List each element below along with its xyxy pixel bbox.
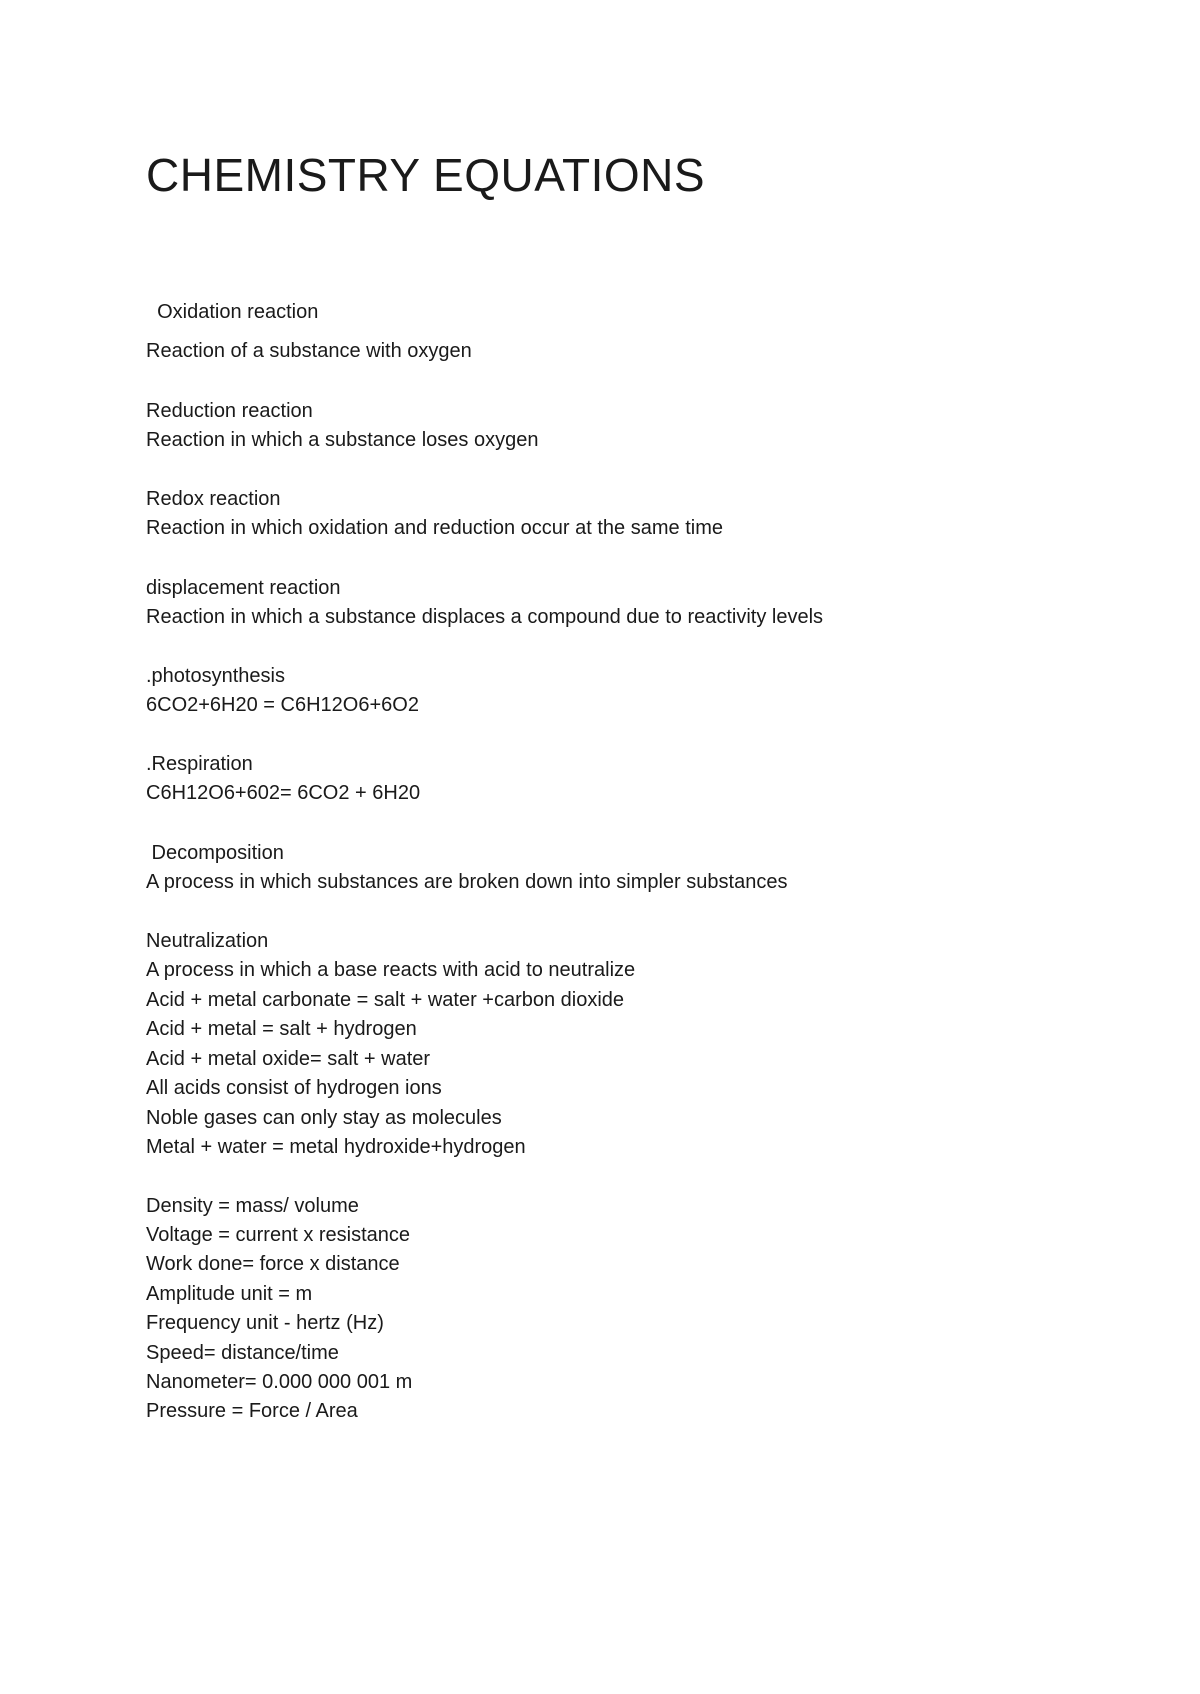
page-title: CHEMISTRY EQUATIONS — [146, 149, 706, 201]
definition-decomposition: A process in which substances are broken down into simpler substances — [146, 871, 788, 893]
formula-line: Nanometer= 0.000 000 001 m — [146, 1371, 413, 1393]
fact-line: Acid + metal carbonate = salt + water +carbon dioxide — [146, 989, 625, 1011]
fact-line: Acid + metal oxide= salt + water — [146, 1048, 431, 1070]
fact-line: Noble gases can only stay as molecules — [146, 1107, 502, 1129]
heading-respiration: .Respiration — [146, 753, 253, 775]
formula-line: Density = mass/ volume — [146, 1195, 359, 1217]
definition-reduction: Reaction in which a substance loses oxygen — [146, 429, 539, 451]
equation-respiration: C6H12O6+602= 6CO2 + 6H20 — [146, 782, 421, 804]
heading-displacement: displacement reaction — [146, 577, 341, 599]
formula-line: Speed= distance/time — [146, 1342, 339, 1364]
formula-line: Voltage = current x resistance — [146, 1224, 411, 1246]
fact-line: Metal + water = metal hydroxide+hydrogen — [146, 1136, 526, 1158]
formula-line: Amplitude unit = m — [146, 1283, 313, 1305]
heading-oxidation: Oxidation reaction — [146, 301, 319, 323]
heading-redox: Redox reaction — [146, 488, 281, 510]
heading-reduction: Reduction reaction — [146, 400, 313, 422]
formula-line: Work done= force x distance — [146, 1253, 400, 1275]
heading-neutralization: Neutralization — [146, 930, 269, 952]
definition-redox: Reaction in which oxidation and reduction occur at the same time — [146, 517, 723, 539]
formula-line: Frequency unit - hertz (Hz) — [146, 1312, 384, 1334]
definition-displacement: Reaction in which a substance displaces a compound due to reactivity levels — [146, 606, 824, 628]
formula-line: Pressure = Force / Area — [146, 1400, 358, 1422]
heading-decomposition: Decomposition — [146, 842, 284, 864]
equation-photosynthesis: 6CO2+6H20 = C6H12O6+6O2 — [146, 694, 419, 716]
definition-oxidation: Reaction of a substance with oxygen — [146, 340, 472, 362]
heading-photosynthesis: .photosynthesis — [146, 665, 285, 687]
definition-neutralization: A process in which a base reacts with acid to neutralize — [146, 959, 636, 981]
fact-line: Acid + metal = salt + hydrogen — [146, 1018, 417, 1040]
fact-line: All acids consist of hydrogen ions — [146, 1077, 442, 1099]
